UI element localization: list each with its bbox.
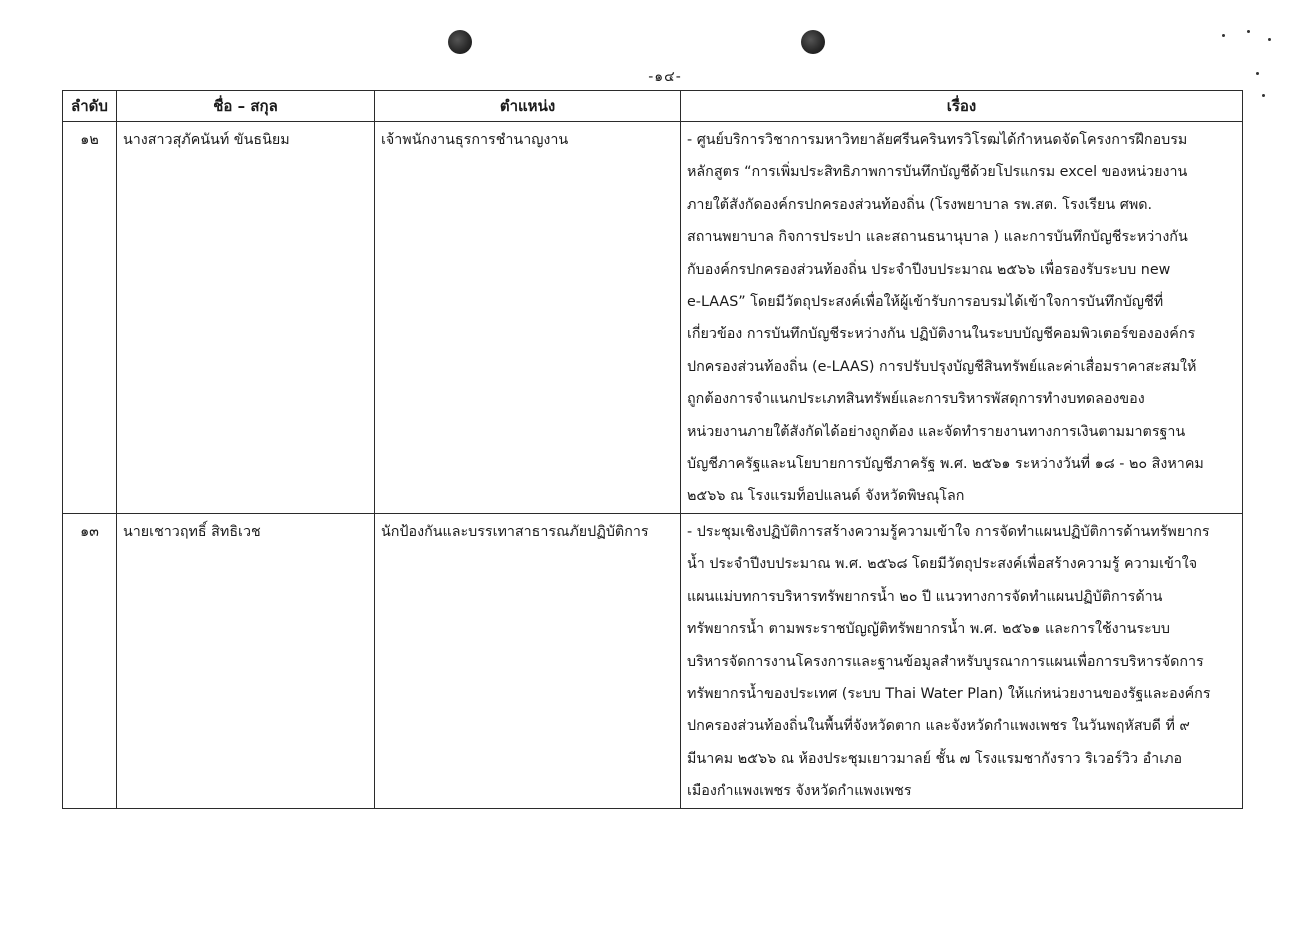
topic-line: น้ำ ประจำปีงบประมาณ พ.ศ. ๒๕๖๘ โดยมีวัตถุประสงค์เพื่อสร้างความรู้ ความเข้าใจ bbox=[687, 556, 1198, 573]
topic-line: - ศูนย์บริการวิชาการมหาวิทยาลัยศรีนครินทรวิโรฒได้กำหนดจัดโครงการฝึกอบรม bbox=[687, 132, 1188, 148]
page-number: -๑๔- bbox=[648, 69, 682, 85]
topic-line: หน่วยงานภายใต้สังกัดได้อย่างถูกต้อง และจัดทำรายงานทางการเงินตามมาตรฐาน bbox=[687, 423, 1186, 440]
topic-line: บริหารจัดการงานโครงการและฐานข้อมูลสำหรับบูรณาการแผนเพื่อการบริหารจัดการ bbox=[687, 653, 1204, 670]
row-position: นักป้องกันและบรรเทาสาธารณภัยปฏิบัติการ bbox=[375, 513, 681, 808]
topic-line: ทรัพยากรน้ำ ตามพระราชบัญญัติทรัพยากรน้ำ พ.ศ. ๒๕๖๑ และการใช้งานระบบ bbox=[687, 621, 1170, 638]
topic-line: เกี่ยวข้อง การบันทึกบัญชีระหว่างกัน ปฏิบัติงานในระบบบัญชีคอมพิวเตอร์ขององค์กร bbox=[687, 326, 1196, 343]
topic-line: ทรัพยากรน้ำของประเทศ (ระบบ Thai Water Plan) ให้แก่หน่วยงานของรัฐและองค์กร bbox=[687, 685, 1211, 702]
topic-line: e-LAAS” โดยมีวัตถุประสงค์เพื่อให้ผู้เข้ารับการอบรมได้เข้าใจการบันทึกบัญชีที่ bbox=[687, 294, 1164, 311]
topic-line: ปกครองส่วนท้องถิ่น (e-LAAS) การปรับปรุงบัญชีสินทรัพย์และค่าเสื่อมราคาสะสมให้ bbox=[687, 358, 1197, 375]
row-topic bbox=[681, 122, 1243, 514]
header-name: ชื่อ – สกุล bbox=[117, 91, 375, 122]
topic-line: เมืองกำแพงเพชร จังหวัดกำแพงเพชร bbox=[687, 783, 912, 800]
topic-line: กับองค์กรปกครองส่วนท้องถิ่น ประจำปีงบประมาณ ๒๕๖๖ เพื่อรองรับระบบ new bbox=[687, 261, 1171, 278]
topic-line: ภายใต้สังกัดองค์กรปกครองส่วนท้องถิ่น (โรงพยาบาล รพ.สต. โรงเรียน ศพด. bbox=[687, 196, 1153, 213]
punch-hole-left bbox=[448, 30, 472, 54]
row-topic bbox=[681, 513, 1243, 808]
table-row bbox=[63, 122, 1243, 514]
topic-line: มีนาคม ๒๕๖๖ ณ ห้องประชุมเยาวมาลย์ ชั้น ๗ โรงแรมชากังราว ริเวอร์วิว อำเภอ bbox=[687, 750, 1183, 767]
topic-line: ๒๕๖๖ ณ โรงแรมท็อปแลนด์ จังหวัดพิษณุโลก bbox=[687, 488, 965, 505]
header-position: ตำแหน่ง bbox=[375, 91, 681, 122]
topic-line: ถูกต้องการจำแนกประเภทสินทรัพย์และการบริหารพัสดุการทำงบทดลองของ bbox=[687, 391, 1145, 408]
punch-hole-right bbox=[801, 30, 825, 54]
topic-line: สถานพยาบาล กิจการประปา และสถานธนานุบาล ) และการบันทึกบัญชีระหว่างกัน bbox=[687, 229, 1188, 246]
row-name: นางสาวสุภัคนันท์ ขันธนิยม bbox=[117, 122, 375, 514]
topic-line: แผนแม่บทการบริหารทรัพยากรน้ำ ๒๐ ปี แนวทางการจัดทำแผนปฏิบัติการด้าน bbox=[687, 588, 1163, 605]
topic-line: หลักสูตร “การเพิ่มประสิทธิภาพการบันทึกบัญชีด้วยโปรแกรม excel ของหน่วยงาน bbox=[687, 164, 1188, 181]
topic-line: - ประชุมเชิงปฏิบัติการสร้างความรู้ความเข้าใจ การจัดทำแผนปฏิบัติการด้านทรัพยากร bbox=[687, 523, 1210, 540]
row-order: ๑๓ bbox=[63, 513, 117, 808]
topic-line: บัญชีภาครัฐและนโยบายการบัญชีภาครัฐ พ.ศ. ๒๕๖๑ ระหว่างวันที่ ๑๘ - ๒๐ สิงหาคม bbox=[687, 456, 1204, 473]
header-order: ลำดับ bbox=[63, 91, 117, 122]
topic-line: ปกครองส่วนท้องถิ่นในพื้นที่จังหวัดตาก และจังหวัดกำแพงเพชร ในวันพฤหัสบดี ที่ ๙ bbox=[687, 718, 1190, 735]
row-order: ๑๒ bbox=[63, 122, 117, 514]
table-row bbox=[63, 513, 1243, 808]
header-topic: เรื่อง bbox=[681, 91, 1243, 122]
record-table bbox=[62, 90, 1243, 809]
table-header-row bbox=[63, 91, 1243, 122]
row-name: นายเชาวฤทธิ์ สิทธิเวช bbox=[117, 513, 375, 808]
row-position: เจ้าพนักงานธุรการชำนาญงาน bbox=[375, 122, 681, 514]
